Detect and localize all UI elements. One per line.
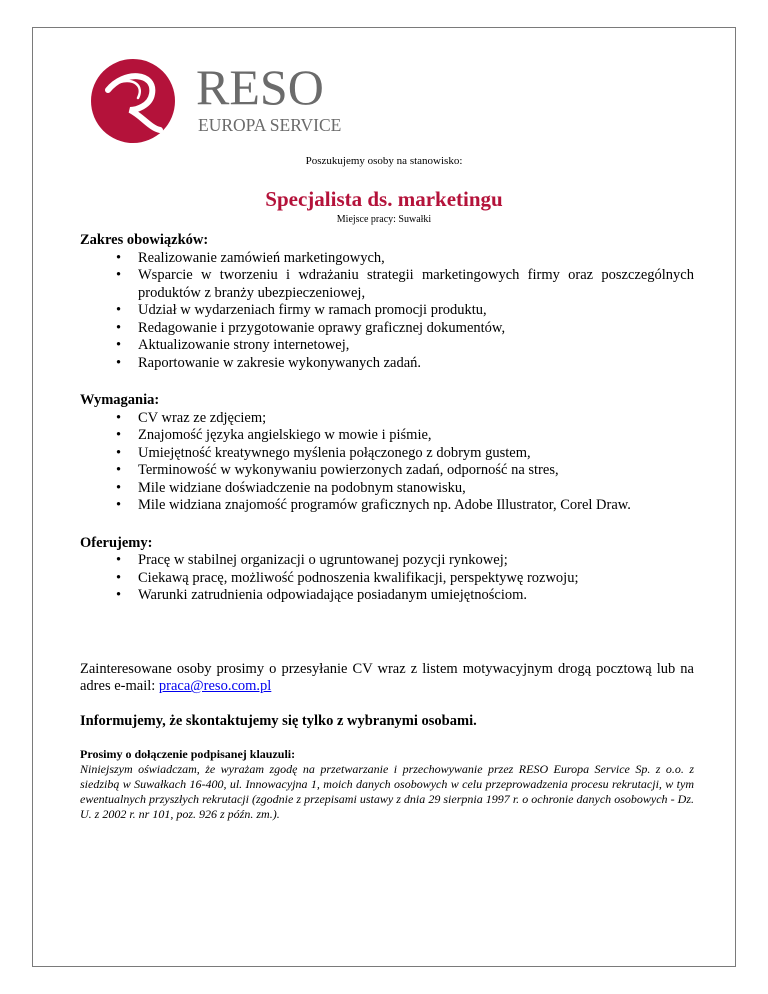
- list-item: • Mile widziane doświadczenie na podobnym stanowisku,: [116, 479, 466, 496]
- list-item: • Terminowość w wykonywaniu powierzonych zadań, odporność na stres,: [116, 462, 559, 478]
- list-item: • Mile widziana znajomość programów graficznych np. Adobe Illustrator, Corel Draw.: [116, 497, 631, 513]
- list-item: • Realizowanie zamówień marketingowych,: [116, 249, 385, 266]
- document-body: [80, 232, 694, 822]
- job-location: Miejsce pracy: Suwałki: [336, 214, 432, 225]
- clause-heading: Prosimy o dołączenie podpisanej klauzuli:: [80, 747, 296, 761]
- contact-text: Zainteresowane osoby prosimy o przesyłanie CV wraz z listem motywacyjnym drogą pocztową lub na adres e-mail:: [80, 660, 694, 694]
- list-item: • Umiejętność kreatywnego myślenia połączonego z dobrym gustem,: [116, 444, 531, 461]
- job-title: Specjalista ds. marketingu: [265, 187, 503, 211]
- offer-list: [80, 552, 694, 605]
- reso-logo: [90, 58, 380, 144]
- email-link[interactable]: praca@reso.com.pl: [158, 678, 272, 694]
- list-item: • Pracę w stabilnej organizacji o ugruntowanej pozycji rynkowej;: [116, 552, 508, 568]
- list-item: • Ciekawą pracę, możliwość podnoszenia kwalifikacji, perspektywę rozwoju;: [116, 569, 579, 586]
- duties-list: [80, 250, 694, 373]
- list-item: • Raportowanie w zakresie wykonywanych zadań.: [116, 354, 422, 371]
- list-item: • Wsparcie w tworzeniu i wdrażaniu strategii marketingowych firmy oraz poszczególnych produktów z branży ubezpieczeniowej,: [116, 267, 694, 301]
- requirements-heading: Wymagania:: [80, 392, 160, 408]
- intro-text: Poszukujemy osoby na stanowisko:: [305, 155, 463, 167]
- logo-subtitle: EUROPA SERVICE: [198, 115, 342, 135]
- list-item: • Redagowanie i przygotowanie oprawy graficznej dokumentów,: [116, 319, 506, 336]
- duties-heading: Zakres obowiązków:: [80, 232, 209, 248]
- list-item: • Znajomość języka angielskiego w mowie i piśmie,: [116, 427, 432, 443]
- clause-text: Niniejszym oświadczam, że wyrażam zgodę na przetwarzanie i przechowywanie przez RESO Europa Service Sp. z o.o. z siedzibą w Suwałkach 16-400, ul. Innowacyjna 1, moich danych osobowych w celu przeprowadzenia procesu rekrutacji, w tym ewentualnych przyszłych rekrutacji (zgodnie z przepisami ustawy z dnia 29 sierpnia 1997 r. o ochronie danych osobowych - Dz. U. z 2002 r. nr 101, poz. 926 z późn. zm.).: [80, 762, 694, 821]
- logo-brand: RESO: [196, 59, 324, 115]
- contact-paragraph: [80, 661, 694, 696]
- requirements-list: [80, 410, 694, 515]
- list-item: • CV wraz ze zdjęciem;: [116, 409, 267, 426]
- notice-text: Informujemy, że skontaktujemy się tylko z wybranymi osobami.: [80, 712, 477, 729]
- list-item: • Udział w wydarzeniach firmy w ramach promocji produktu,: [116, 302, 487, 318]
- list-item: • Warunki zatrudnienia odpowiadające posiadanym umiejętnościom.: [116, 587, 528, 603]
- offer-heading: Oferujemy:: [80, 534, 153, 551]
- list-item: • Aktualizowanie strony internetowej,: [116, 337, 350, 353]
